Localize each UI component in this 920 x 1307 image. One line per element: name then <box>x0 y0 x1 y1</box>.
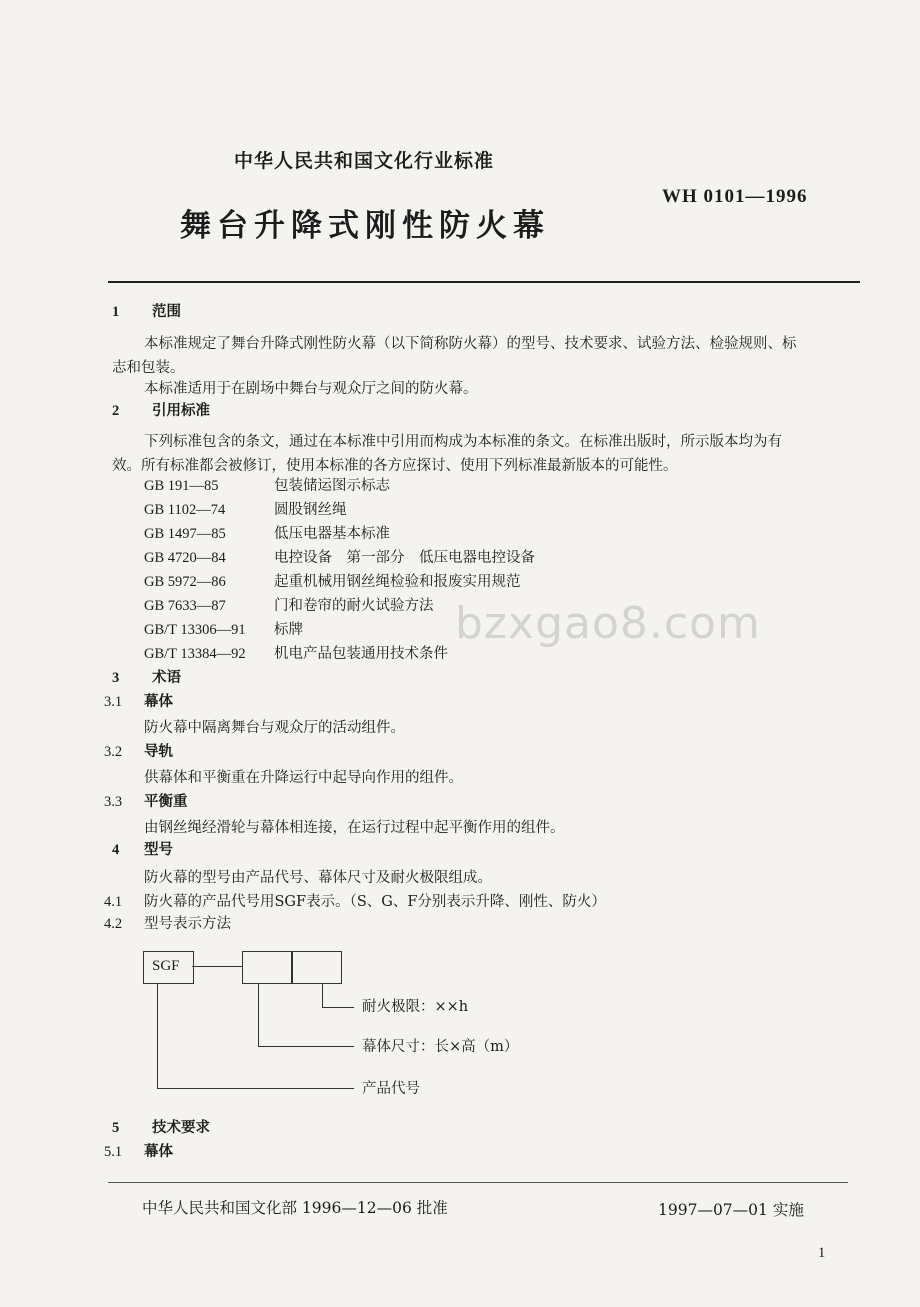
reference-item <box>144 570 521 594</box>
section-number: 4 <box>112 842 120 858</box>
section-3-heading <box>112 666 181 690</box>
reference-code: GB 191—85 <box>144 478 219 494</box>
term-name: 导轨 <box>144 744 173 760</box>
reference-item <box>144 594 434 618</box>
reference-item <box>144 474 390 498</box>
section-1-para2: 本标准适用于在剧场中舞台与观众厅之间的防火幕。 <box>144 381 478 397</box>
clause-number: 3.1 <box>104 694 123 710</box>
section-4-heading <box>104 838 173 862</box>
section-5-heading <box>112 1116 210 1140</box>
term-heading <box>104 790 188 814</box>
section-number: 1 <box>112 304 120 320</box>
issuing-organization: 中华人民共和国文化行业标准 <box>234 150 495 172</box>
reference-name: 机电产品包装通用技术条件 <box>274 646 448 662</box>
reference-code: GB 7633—87 <box>144 598 226 614</box>
effective-date: 1997—07—01 实施 <box>658 1201 804 1219</box>
term-definition: 供幕体和平衡重在升降运行中起导向作用的组件。 <box>144 770 463 786</box>
clause-number: 3.2 <box>104 744 123 760</box>
approval-line: 中华人民共和国文化部 1996—12—06 批准 <box>142 1199 448 1217</box>
reference-name: 电控设备 第一部分 低压电器电控设备 <box>274 550 535 566</box>
section-1-para1-line2: 志和包装。 <box>112 360 185 376</box>
clause-number: 5.1 <box>104 1144 123 1160</box>
reference-code: GB 4720—84 <box>144 550 226 566</box>
section-title: 范围 <box>152 304 181 320</box>
document-title: 舞台升降式刚性防火幕 <box>180 208 550 244</box>
term-name: 平衡重 <box>144 794 188 810</box>
clause-text: 幕体 <box>144 1144 173 1160</box>
leader-line <box>322 983 323 1007</box>
reference-code: GB 5972—86 <box>144 574 226 590</box>
clause-4-1 <box>104 890 606 914</box>
reference-name: 标牌 <box>274 622 303 638</box>
reference-code: GB/T 13306—91 <box>144 622 246 638</box>
leader-line <box>322 1007 354 1008</box>
reference-item <box>144 498 347 522</box>
section-2-heading <box>112 399 210 423</box>
reference-item <box>144 546 535 570</box>
clause-4-2 <box>104 912 231 936</box>
clause-number: 3.3 <box>104 794 123 810</box>
reference-name: 门和卷帘的耐火试验方法 <box>274 598 434 614</box>
fire-rating-label: 耐火极限：××h <box>362 999 469 1015</box>
term-definition: 由钢丝绳经滑轮与幕体相连接，在运行过程中起平衡作用的组件。 <box>144 820 565 836</box>
section-1-para1-line1: 本标准规定了舞台升降式刚性防火幕（以下简称防火幕）的型号、技术要求、试验方法、检验规则、标 <box>144 336 797 352</box>
leader-line <box>258 983 259 1046</box>
clause-number: 4.2 <box>104 916 123 932</box>
section-1-heading <box>112 300 181 324</box>
section-number: 3 <box>112 670 120 686</box>
section-title: 技术要求 <box>152 1120 210 1136</box>
reference-name: 包装储运图示标志 <box>274 478 390 494</box>
product-code-caption: 产品代号 <box>362 1081 420 1097</box>
section-title: 引用标准 <box>152 403 210 419</box>
leader-line <box>258 1046 354 1047</box>
clause-number: 4.1 <box>104 894 123 910</box>
standard-code: WH 0101—1996 <box>662 186 808 207</box>
connector-line <box>192 966 242 967</box>
section-4-para: 防火幕的型号由产品代号、幕体尺寸及耐火极限组成。 <box>144 870 492 886</box>
reference-code: GB 1497—85 <box>144 526 226 542</box>
size-box <box>242 951 293 984</box>
reference-item <box>144 618 303 642</box>
term-definition: 防火幕中隔离舞台与观众厅的活动组件。 <box>144 720 405 736</box>
clause-5-1 <box>104 1140 173 1164</box>
size-label: 幕体尺寸：长×高（m） <box>362 1039 519 1055</box>
reference-item <box>144 642 448 666</box>
page-number: 1 <box>818 1245 826 1261</box>
reference-name: 起重机械用钢丝绳检验和报废实用规范 <box>274 574 521 590</box>
footer-rule <box>108 1182 848 1183</box>
section-2-para-line1: 下列标准包含的条文，通过在本标准中引用而构成为本标准的条文。在标准出版时，所示版本均为有 <box>144 434 782 450</box>
section-title: 术语 <box>152 670 181 686</box>
section-2-para-line2: 效。所有标准都会被修订，使用本标准的各方应探讨、使用下列标准最新版本的可能性。 <box>112 458 678 474</box>
clause-text: 型号表示方法 <box>144 916 231 932</box>
reference-name: 低压电器基本标准 <box>274 526 390 542</box>
section-number: 2 <box>112 403 120 419</box>
leader-line <box>157 1088 354 1089</box>
reference-code: GB 1102—74 <box>144 502 226 518</box>
header-rule <box>108 281 860 283</box>
term-heading <box>104 740 173 764</box>
watermark: bzxgao8.com <box>455 598 761 649</box>
section-number: 5 <box>112 1120 120 1136</box>
term-heading <box>104 690 173 714</box>
clause-text: 防火幕的产品代号用SGF表示。（S、G、F分别表示升降、刚性、防火） <box>144 894 606 910</box>
product-code-label: SGF <box>152 958 180 974</box>
term-name: 幕体 <box>144 694 173 710</box>
reference-item <box>144 522 390 546</box>
fire-rating-box <box>291 951 342 984</box>
reference-code: GB/T 13384—92 <box>144 646 246 662</box>
section-title: 型号 <box>144 842 173 858</box>
reference-name: 圆股钢丝绳 <box>274 502 347 518</box>
leader-line <box>157 983 158 1088</box>
